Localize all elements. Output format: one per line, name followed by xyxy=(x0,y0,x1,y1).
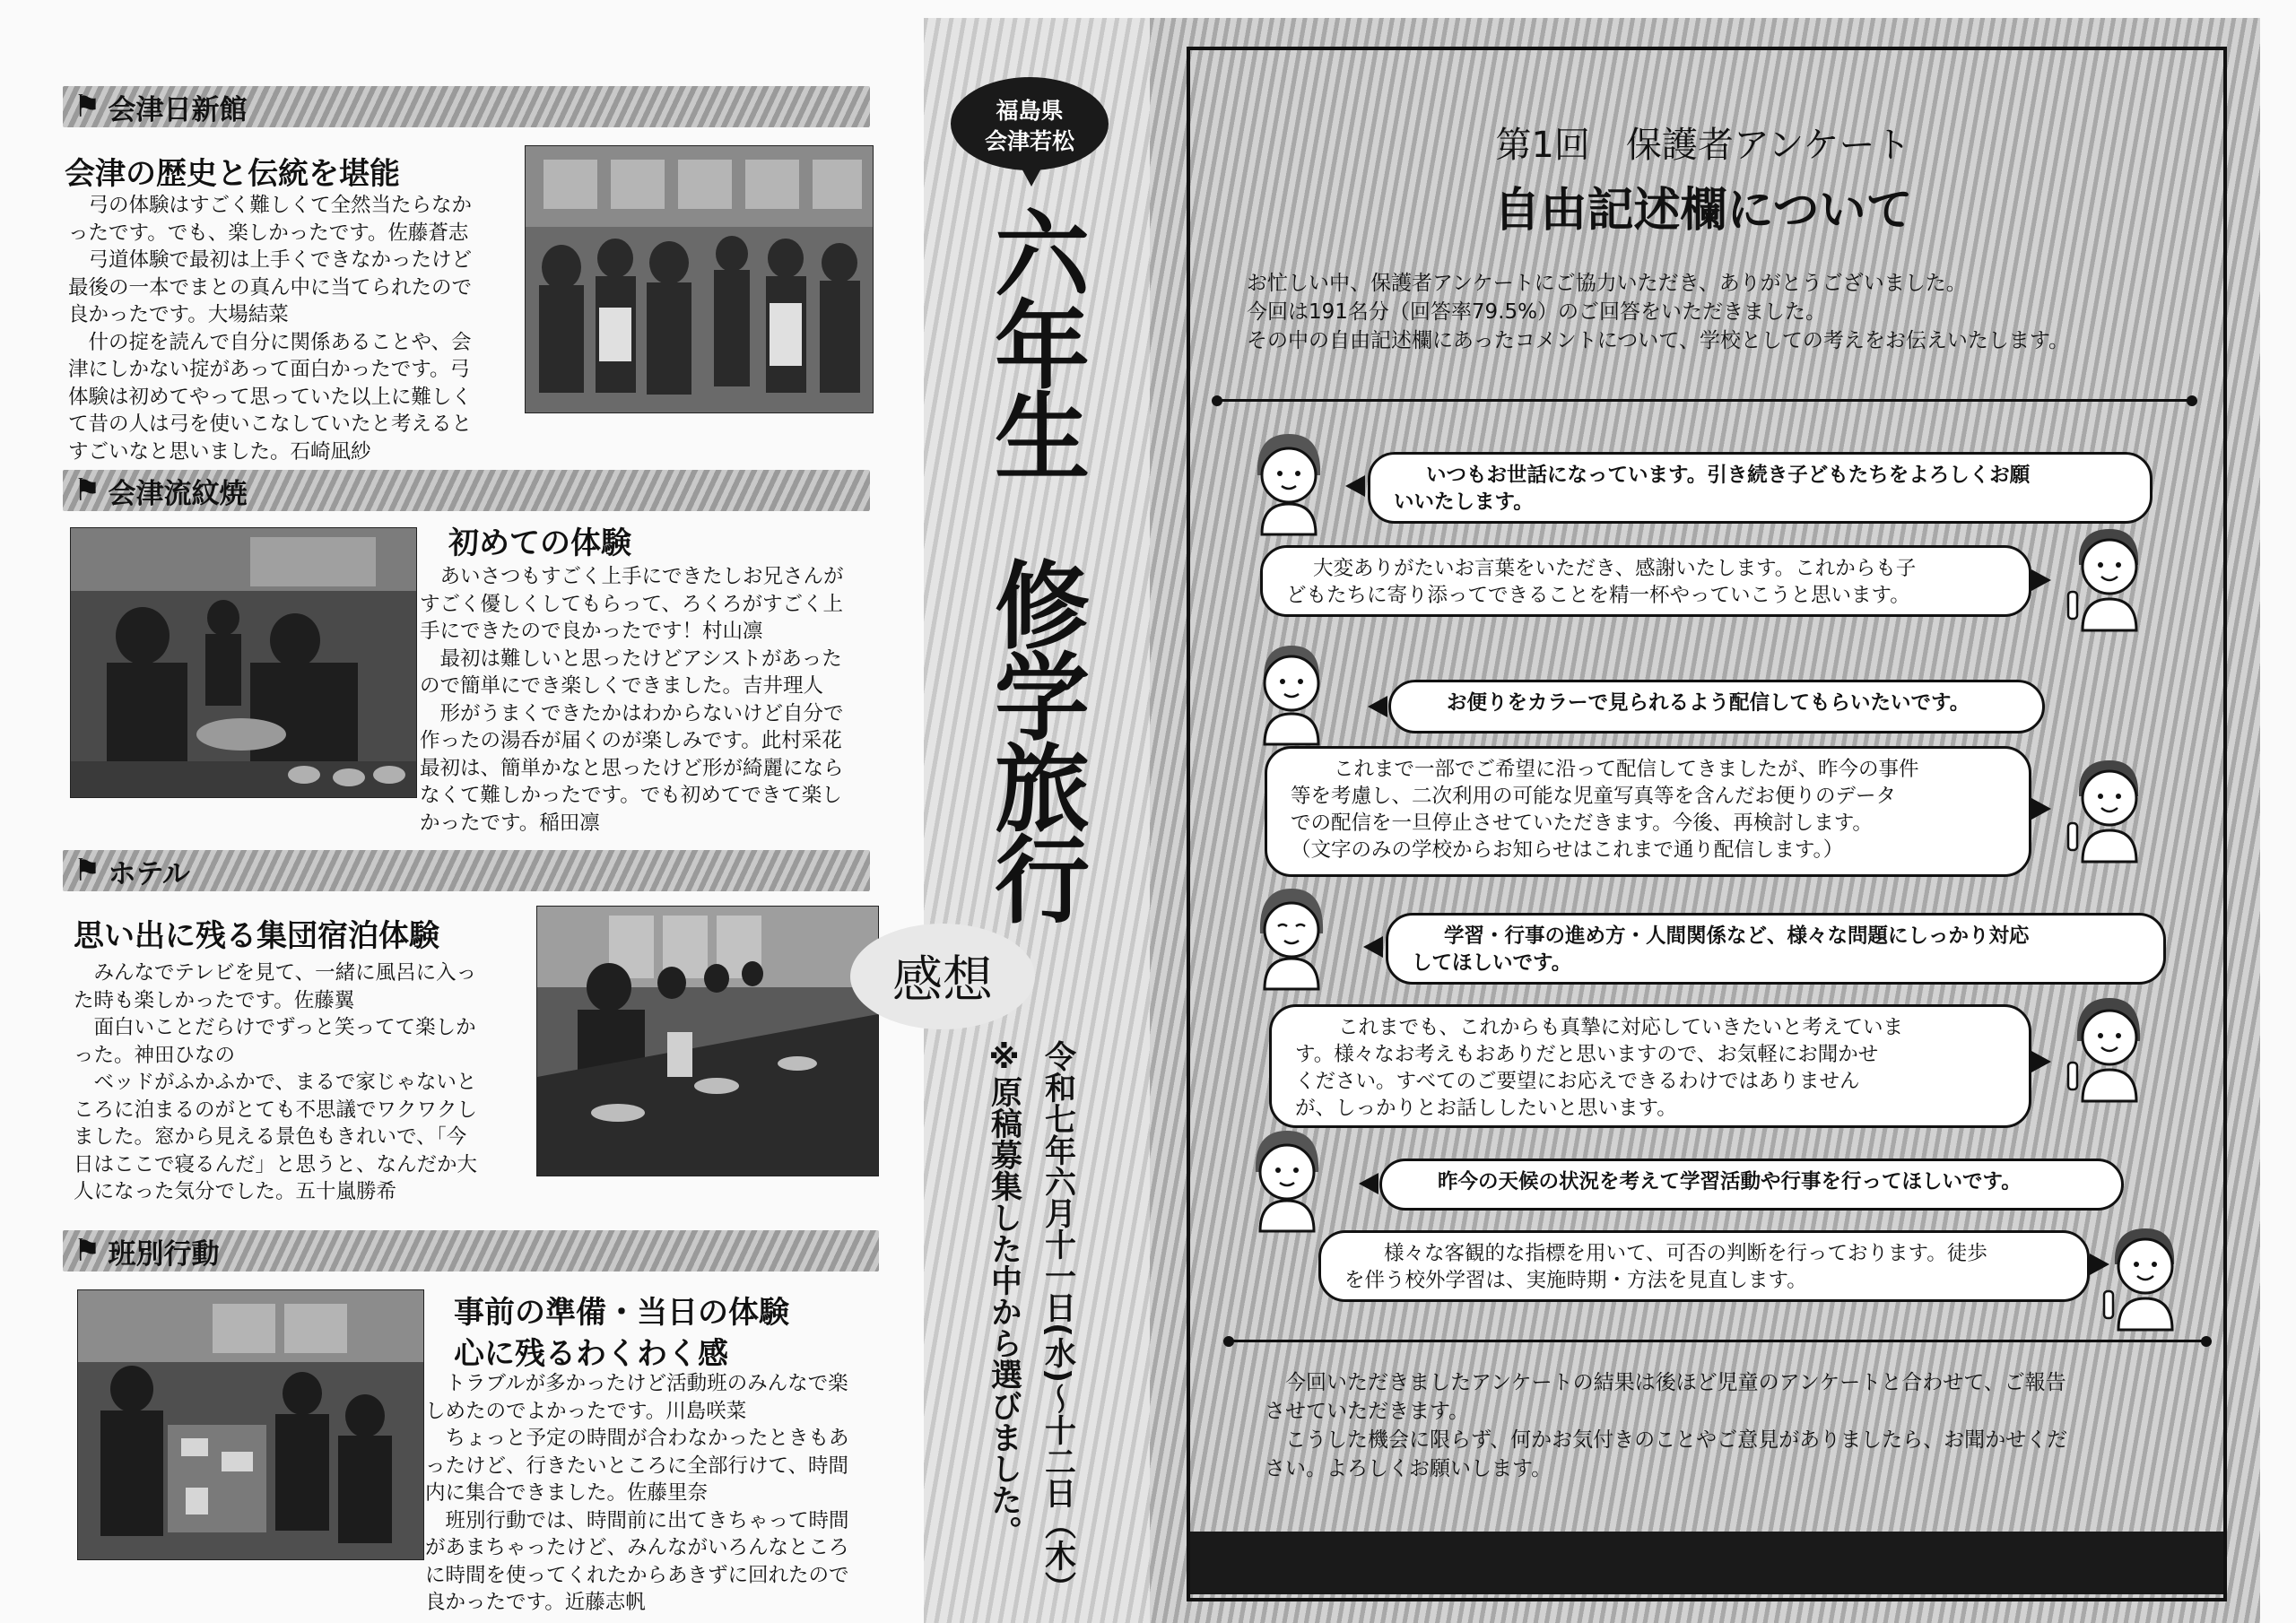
section-headline: 事前の準備・当日の体験 xyxy=(454,1295,789,1331)
survey-subtitle: 自由記述欄について xyxy=(1493,184,1913,238)
section-title: 班別行動 xyxy=(108,1237,220,1271)
trip-dates: 令和七年六月十一日(水)～十二日（木） xyxy=(1039,1040,1076,1602)
flag-icon: ⚑ xyxy=(74,89,101,125)
section-body: 弓の体験はすごく難しくて全然当たらなか ったです。でも、楽しかったです。佐藤蒼志 弓道体験で最初は上手くできなかったけど 最後の一本でまとの真ん中に当てられたので 良かったです。大場結菜 什の掟を読んで自分に関係あることや、会 津にしかない掟があって面白かったです。弓 体験は初めてやって思っていた以上に難しく て昔の人は弓を使いこなしていたと考えると すごいなと思いました。石崎凪紗 xyxy=(68,194,473,464)
bubble-tail xyxy=(1359,1173,1378,1194)
trip-title: 修学旅行 xyxy=(979,556,1090,922)
parent-comment-bubble: 学習・行事の進め方・人間関係など、様々な問題にしっかり対応 してほしいです。 xyxy=(1386,913,2166,985)
flag-icon: ⚑ xyxy=(74,1233,101,1269)
region-line-1: 福島県 xyxy=(996,98,1064,124)
bubble-tail xyxy=(1345,475,1365,497)
bubble-tail xyxy=(1368,696,1387,717)
photo-group-activity xyxy=(77,1289,424,1560)
bubble-tail xyxy=(1363,936,1383,958)
teacher-avatar-icon xyxy=(2099,1219,2188,1332)
parent-avatar-icon xyxy=(1247,1125,1327,1233)
divider-dot xyxy=(1223,1336,1234,1347)
divider-dot xyxy=(2187,395,2197,406)
section-band-hotel xyxy=(63,850,870,891)
grade-title: 六年生 xyxy=(979,204,1090,479)
bubble-tail xyxy=(2031,798,2051,820)
selection-note: ※原稿募集した中から選びました。 xyxy=(986,1040,1022,1547)
school-reply-bubble: これまで一部でご希望に沿って配信してきましたが、昨今の事件 等を考慮し、二次利用の可能な児童写真等を含んだお便りのデータ での配信を一旦停止させていただきます。今後、再検討します。 （文字のみの学校からお知らせはこれまで通り配信します。） xyxy=(1265,746,2031,877)
photo-pottery xyxy=(70,527,417,798)
section-headline: 思い出に残る集団宿泊体験 xyxy=(74,918,439,954)
survey-intro: お忙しい中、保護者アンケートにご協力いただき、ありがとうございました。 今回は191名分（回答率79.5%）のご回答をいただきました。 その中の自由記述欄にあったコメントについて、学校としての考えをお伝えいたします。 xyxy=(1247,272,2070,352)
teacher-avatar-icon xyxy=(2063,520,2152,632)
school-reply-bubble: これまでも、これからも真摯に対応していきたいと考えていま す。様々なお考えもおありだと思いますので、お気軽にお聞かせ ください。すべてのご要望にお応えできるわけではありません が、しっかりとお話ししたいと思います。 xyxy=(1269,1004,2031,1128)
section-title: 会津日新館 xyxy=(108,93,248,126)
divider-top xyxy=(1216,399,2192,402)
flag-icon: ⚑ xyxy=(74,473,101,508)
section-band-nisshinkan xyxy=(63,86,870,127)
section-body: あいさつもすごく上手にできたしお兄さんが すごく優しくしてもらって、ろくろがすごく上 手にできたので良かったです！村山凛 最初は難しいと思ったけどアシストがあった ので簡単にでき楽しくできました。吉井理人 形がうまくできたかはわからないけど自分で 作ったの湯呑が届くのが楽しみです。此村采花 最初は、簡単かなと思ったけど形が綺麗になら なくて難しかったです。でも初めてできて楽し かったです。稲田凛 xyxy=(420,565,844,835)
photo-archery xyxy=(525,145,874,413)
teacher-avatar-icon xyxy=(2063,751,2152,864)
divider-bottom xyxy=(1229,1340,2206,1342)
region-bubble-tail xyxy=(1021,167,1042,187)
section-body: みんなでテレビを見て、一緒に風呂に入っ た時も楽しかったです。佐藤翼 面白いことだらけでずっと笑ってて楽しか った。神田ひなの ベッドがふかふかで、まるで家じゃないと ころに泊まるのがとても不思議でワクワクし ました。窓から見える景色もきれいで、「今 日はここで寝るんだ」と思うと、なんだか大 人になった気分でした。五十嵐勝希 xyxy=(74,961,478,1203)
impressions-badge xyxy=(850,924,1035,1029)
parent-comment-bubble: いつもお世話になっています。引き続き子どもたちをよろしくお願 いいたします。 xyxy=(1368,452,2152,524)
section-headline: 初めての体験 xyxy=(448,525,631,561)
parent-comment-bubble: 昨今の天候の状況を考えて学習活動や行事を行ってほしいです。 xyxy=(1379,1159,2124,1211)
survey-closing: 今回いただきましたアンケートの結果は後ほど児童のアンケートと合わせて、ご報告 させていただきます。 こうした機会に限らず、何かお気付きのことやご意見がありましたら、お聞かせくだ さい。よろしくお願いします。 xyxy=(1265,1371,2068,1480)
region-bubble xyxy=(951,77,1109,170)
divider-dot xyxy=(2201,1336,2212,1347)
section-title: 会津流紋焼 xyxy=(108,477,248,510)
region-line-2: 会津若松 xyxy=(984,128,1074,154)
section-headline: 会津の歴史と伝統を堪能 xyxy=(65,156,400,192)
bubble-tail xyxy=(2031,1051,2051,1072)
survey-title: 第1回 保護者アンケート xyxy=(1495,125,1911,166)
panel-footer-bar xyxy=(1190,1532,2223,1594)
divider-dot xyxy=(1212,395,1222,406)
parent-avatar-icon xyxy=(1251,883,1332,991)
teacher-avatar-icon xyxy=(2063,991,2152,1103)
flag-icon: ⚑ xyxy=(74,853,101,889)
section-title: ホテル xyxy=(108,857,190,890)
section-body: トラブルが多かったけど活動班のみんなで楽 しめたのでよかったです。川島咲菜 ちょっと予定の時間が合わなかったときもあ ったけど、行きたいところに全部行けて、時間 内に集合できました。佐藤里奈 班別行動では、時間前に出てきちゃって時間 があまちゃったけど、みんながいろんなところ に時間を使ってくれたからあきずに回れたので 良かったです。近藤志帆 xyxy=(425,1372,849,1614)
section-band-group-activity xyxy=(63,1230,879,1271)
parent-comment-bubble: お便りをカラーで見られるよう配信してもらいたいです。 xyxy=(1388,680,2045,733)
school-reply-bubble: 大変ありがたいお言葉をいただき、感謝いたします。これからも子 どもたちに寄り添ってできることを精一杯やっていこうと思います。 xyxy=(1260,545,2031,617)
parent-avatar-icon xyxy=(1251,638,1332,746)
parent-avatar-icon xyxy=(1248,429,1329,536)
bubble-tail xyxy=(2031,569,2051,591)
impressions-label: 感想 xyxy=(892,951,993,1010)
section-band-pottery xyxy=(63,470,870,511)
school-reply-bubble: 様々な客観的な指標を用いて、可否の判断を行っております。徒歩 を伴う校外学習は、実施時期・方法を見直します。 xyxy=(1318,1230,2090,1302)
section-headline-2: 心に残るわくわく感 xyxy=(454,1336,728,1372)
photo-hotel-dinner xyxy=(536,906,879,1176)
